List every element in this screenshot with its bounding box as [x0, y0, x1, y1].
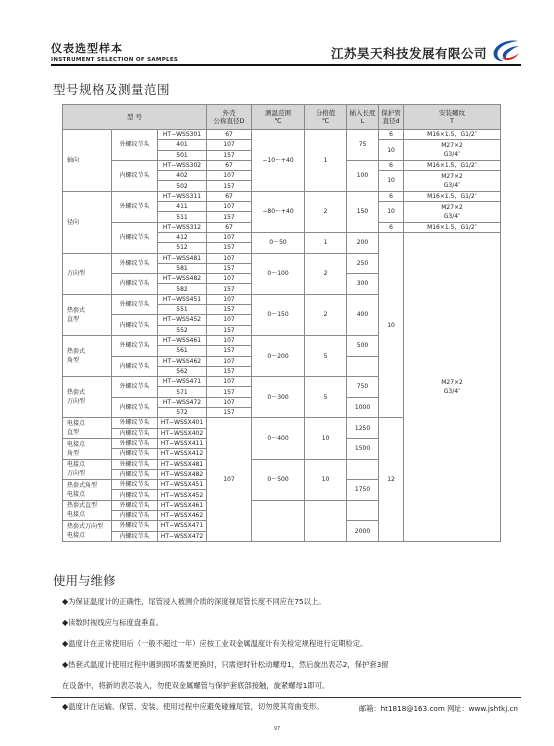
cell-shell-diameter: 67 — [207, 222, 252, 232]
cell-model: HT−WSSX461 — [158, 500, 207, 510]
cell-model: 561 — [158, 346, 207, 356]
cell-length: 2000 — [347, 521, 379, 542]
cell-model: HT−WSSX401 — [158, 418, 207, 428]
cell-shell-diameter: 107 — [207, 315, 252, 325]
bullet-icon: ◆ — [62, 639, 69, 648]
cell-thread: M16×1.5，G1/2″ — [404, 222, 501, 232]
cell-shell-diameter: 107 — [207, 171, 252, 181]
cell-category: 万向型 — [63, 253, 112, 294]
cell-joint: 内螺纹节头 — [112, 449, 158, 459]
cell-length: 200 — [347, 232, 379, 253]
cell-model: 562 — [158, 366, 207, 376]
cell-shell-diameter: 107 — [207, 356, 252, 366]
cell-division: 10 — [305, 418, 347, 459]
bullet-icon: ◆ — [62, 618, 69, 627]
cell-length: 1000 — [347, 397, 379, 418]
cell-model: HT−WSS471 — [158, 377, 207, 387]
cell-protect-diameter: 6 — [379, 191, 404, 201]
cell-joint: 外螺纹节头 — [112, 438, 158, 448]
company-name: 江苏昊天科技发展有限公司 — [330, 46, 487, 61]
catalog-title-en: INSTRUMENT SELECTION OF SAMPLES — [51, 57, 179, 63]
cell-length — [347, 459, 379, 480]
cell-model: HT−WSSX451 — [158, 480, 207, 490]
cell-model: 401 — [158, 140, 207, 150]
cell-shell-diameter: 157 — [207, 408, 252, 418]
cell-category: 径向 — [63, 191, 112, 253]
cell-division: 2 — [305, 294, 347, 335]
cell-model: HT−WSS461 — [158, 335, 207, 345]
swoosh-logo-icon — [491, 38, 521, 64]
cell-model: HT−WSS302 — [158, 160, 207, 170]
cell-joint: 外螺纹节头 — [112, 294, 158, 315]
cell-division: 5 — [305, 377, 347, 418]
cell-length: 150 — [347, 191, 379, 232]
cell-thread: M16×1.5，G1/2″ — [404, 191, 501, 201]
cell-length — [347, 356, 379, 377]
cell-joint: 外螺纹节头 — [112, 335, 158, 356]
cell-model: HT−WSS482 — [158, 274, 207, 284]
cell-shell-diameter: 107 — [207, 140, 252, 150]
cell-category: 热套式 角型 — [63, 335, 112, 376]
cell-range: 0～50 — [252, 232, 305, 253]
cell-protect-diameter: 6 — [379, 160, 404, 170]
cell-shell-diameter: 157 — [207, 150, 252, 160]
cell-category: 电接点 角型 — [63, 438, 112, 459]
spec-table — [62, 104, 501, 542]
cell-model: HT−WSS312 — [158, 222, 207, 232]
cell-joint: 内螺纹节头 — [112, 469, 158, 479]
cell-range: 0～400 — [252, 418, 305, 459]
cell-shell-diameter: 157 — [207, 366, 252, 376]
cell-shell-diameter: 157 — [207, 284, 252, 294]
cell-thread: M27×2 G3/4″ — [404, 171, 501, 192]
cell-shell-diameter: 67 — [207, 160, 252, 170]
cell-joint: 内螺纹节头 — [112, 222, 158, 253]
usage-title: 使用与维修 — [53, 573, 116, 588]
cell-model: HT−WSSX402 — [158, 428, 207, 438]
cell-model: HT−WSS311 — [158, 191, 207, 201]
cell-joint: 外螺纹节头 — [112, 459, 158, 469]
header-protect: 保护管 直径d — [379, 105, 404, 130]
cell-protect-diameter: 12 — [379, 418, 404, 542]
cell-shell-diameter: 107 — [207, 418, 252, 542]
cell-shell-diameter: 157 — [207, 325, 252, 335]
cell-model: HT−WSS472 — [158, 397, 207, 407]
cell-joint: 外螺纹节头 — [112, 480, 158, 490]
cell-joint: 外螺纹节头 — [112, 191, 158, 222]
cell-shell-diameter: 107 — [207, 294, 252, 304]
cell-length: 1250 — [347, 418, 379, 439]
table-row — [63, 191, 501, 201]
catalog-title-block — [51, 40, 178, 63]
cell-joint: 外螺纹节头 — [112, 130, 158, 161]
cell-model: HT−WSSX452 — [158, 490, 207, 500]
cell-length: 100 — [347, 160, 379, 191]
cell-model: HT−WSS462 — [158, 356, 207, 366]
cell-category: 热套式直型 电接点 — [63, 500, 112, 521]
bullet-icon: ◆ — [62, 597, 69, 606]
cell-thread: M27×2 G3/4″ — [404, 140, 501, 161]
cell-model: HT−WSS451 — [158, 294, 207, 304]
cell-range: 0～500 — [252, 459, 305, 500]
header-thread: 安装螺纹 T — [404, 105, 501, 130]
cell-protect-diameter: 6 — [379, 222, 404, 232]
cell-range: 0～200 — [252, 335, 305, 376]
cell-shell-diameter: 67 — [207, 130, 252, 140]
table-header-row — [63, 105, 501, 130]
cell-category: 热套式角型 电接点 — [63, 480, 112, 501]
cell-division: 10 — [305, 459, 347, 500]
cell-model: HT−WSSX471 — [158, 521, 207, 531]
usage-note: ◆为保证温度计的正确性，尾管浸入被测介质的深度视尾管长度不同应在75以上。 — [62, 597, 326, 606]
cell-division — [305, 500, 347, 541]
cell-division: 2 — [305, 253, 347, 294]
cell-range: −80～+40 — [252, 191, 305, 232]
cell-length: 750 — [347, 377, 379, 398]
page-number: 97 — [273, 726, 281, 732]
cell-category: 轴向 — [63, 130, 112, 192]
cell-model: 512 — [158, 243, 207, 253]
cell-shell-diameter: 157 — [207, 263, 252, 273]
cell-thread: M27×2 G3/4″ — [404, 202, 501, 223]
cell-range — [252, 500, 305, 541]
bullet-icon: ◆ — [62, 702, 69, 711]
cell-shell-diameter: 157 — [207, 243, 252, 253]
bullet-icon: ◆ — [62, 660, 69, 669]
cell-shell-diameter: 67 — [207, 191, 252, 201]
cell-category: 热套式 万向型 — [63, 377, 112, 418]
cell-model: 402 — [158, 171, 207, 181]
cell-shell-diameter: 107 — [207, 202, 252, 212]
cell-model: 501 — [158, 150, 207, 160]
cell-joint: 外螺纹节头 — [112, 500, 158, 510]
cell-model: HT−WSSX482 — [158, 469, 207, 479]
usage-note: ◆温度计在正常使用后（一般不超过一年）应按工业双金属温度计有关检定规程进行定期检定。 — [62, 639, 368, 648]
cell-length: 400 — [347, 294, 379, 335]
cell-thread: M16×1.5，G1/2″ — [404, 160, 501, 170]
cell-protect-diameter: 10 — [379, 140, 404, 161]
cell-model: 572 — [158, 408, 207, 418]
cell-model: HT−WSSX481 — [158, 459, 207, 469]
cell-protect-diameter: 10 — [379, 232, 404, 417]
header-length: 插入长度 L — [347, 105, 379, 130]
cell-joint: 内螺纹节头 — [112, 160, 158, 191]
cell-length: 1750 — [347, 480, 379, 501]
cell-shell-diameter: 157 — [207, 305, 252, 315]
cell-joint: 外螺纹节头 — [112, 377, 158, 398]
catalog-title-cn: 仪表选型样本 — [51, 42, 123, 55]
cell-joint: 内螺纹节头 — [112, 428, 158, 438]
cell-division: 1 — [305, 232, 347, 253]
cell-model: 411 — [158, 202, 207, 212]
cell-joint: 内螺纹节头 — [112, 490, 158, 500]
cell-length — [347, 500, 379, 521]
cell-protect-diameter: 10 — [379, 202, 404, 223]
usage-note: ◆热套式温度计使用过程中遇到损坏需要更换时，只需逆时针松动螺母1，然后旋出表芯2，保护套3留 — [62, 660, 389, 669]
cell-shell-diameter: 107 — [207, 253, 252, 263]
cell-joint: 内螺纹节头 — [112, 315, 158, 336]
usage-note: 在设备中，将新的表芯装入，勿使双金属螺管与保护套底部接触，旋紧螺母1即可。 — [62, 681, 330, 690]
header-range: 测温范围 ℃ — [252, 105, 305, 130]
cell-length: 500 — [347, 335, 379, 356]
cell-shell-diameter: 107 — [207, 397, 252, 407]
cell-shell-diameter: 157 — [207, 346, 252, 356]
cell-model: HT−WSSX462 — [158, 510, 207, 520]
header-model: 型 号 — [63, 105, 207, 130]
cell-category: 热套式万向型 电接点 — [63, 521, 112, 542]
cell-model: HT−WSS481 — [158, 253, 207, 263]
table-row — [63, 130, 501, 140]
cell-joint: 外螺纹节头 — [112, 521, 158, 531]
usage-note: ◆读数时视线应与标度盘垂直。 — [62, 618, 164, 627]
cell-shell-diameter: 107 — [207, 377, 252, 387]
cell-category: 电接点 直型 — [63, 418, 112, 439]
cell-joint: 内螺纹节头 — [112, 510, 158, 520]
cell-joint: 内螺纹节头 — [112, 356, 158, 377]
cell-model: HT−WSSX411 — [158, 438, 207, 448]
cell-joint: 内螺纹节头 — [112, 274, 158, 295]
footer-rule — [51, 697, 521, 698]
header-shell: 外壳 公称直径D — [207, 105, 252, 130]
cell-shell-diameter: 157 — [207, 181, 252, 191]
footer-contact: 邮箱：ht1818@163.com 网址：www.jshtkj.cn — [359, 704, 518, 713]
cell-length: 75 — [347, 130, 379, 161]
cell-joint: 内螺纹节头 — [112, 531, 158, 541]
header-division: 分格值 ℃ — [305, 105, 347, 130]
cell-joint: 外螺纹节头 — [112, 253, 158, 274]
cell-shell-diameter: 157 — [207, 387, 252, 397]
cell-shell-diameter: 157 — [207, 212, 252, 222]
usage-note: ◆温度计在运输、保管、安装、使用过程中应避免碰撞尾管，切勿使其弯曲变形。 — [62, 702, 324, 711]
header-rule — [51, 64, 521, 66]
cell-range: 0～300 — [252, 377, 305, 418]
cell-model: HT−WSS301 — [158, 130, 207, 140]
cell-model: 581 — [158, 263, 207, 273]
cell-model: HT−WSS452 — [158, 315, 207, 325]
cell-thread: M27×2 G3/4″ — [404, 232, 501, 541]
cell-shell-diameter: 107 — [207, 274, 252, 284]
cell-category: 热套式 直型 — [63, 294, 112, 335]
cell-range: −10～+40 — [252, 130, 305, 192]
cell-joint: 内螺纹节头 — [112, 397, 158, 418]
cell-division: 2 — [305, 191, 347, 232]
cell-model: 552 — [158, 325, 207, 335]
cell-protect-diameter: 6 — [379, 130, 404, 140]
cell-model: HT−WSSX412 — [158, 449, 207, 459]
cell-joint: 外螺纹节头 — [112, 418, 158, 428]
cell-model: 571 — [158, 387, 207, 397]
cell-protect-diameter: 10 — [379, 171, 404, 192]
cell-model: 412 — [158, 232, 207, 242]
cell-length: 300 — [347, 274, 379, 295]
cell-model: HT−WSSX472 — [158, 531, 207, 541]
cell-shell-diameter: 107 — [207, 335, 252, 345]
usage-notes — [62, 591, 502, 717]
cell-model: 511 — [158, 212, 207, 222]
cell-division: 1 — [305, 130, 347, 192]
cell-length: 1500 — [347, 438, 379, 459]
cell-range: 0～100 — [252, 253, 305, 294]
cell-model: 551 — [158, 305, 207, 315]
cell-range: 0～150 — [252, 294, 305, 335]
cell-division: 5 — [305, 335, 347, 376]
cell-model: 502 — [158, 181, 207, 191]
cell-thread: M16×1.5，G1/2″ — [404, 130, 501, 140]
section-title: 型号规格及测量范围 — [53, 82, 171, 97]
cell-shell-diameter: 107 — [207, 232, 252, 242]
cell-model: 582 — [158, 284, 207, 294]
cell-category: 电接点 万向型 — [63, 459, 112, 480]
cell-length: 250 — [347, 253, 379, 274]
